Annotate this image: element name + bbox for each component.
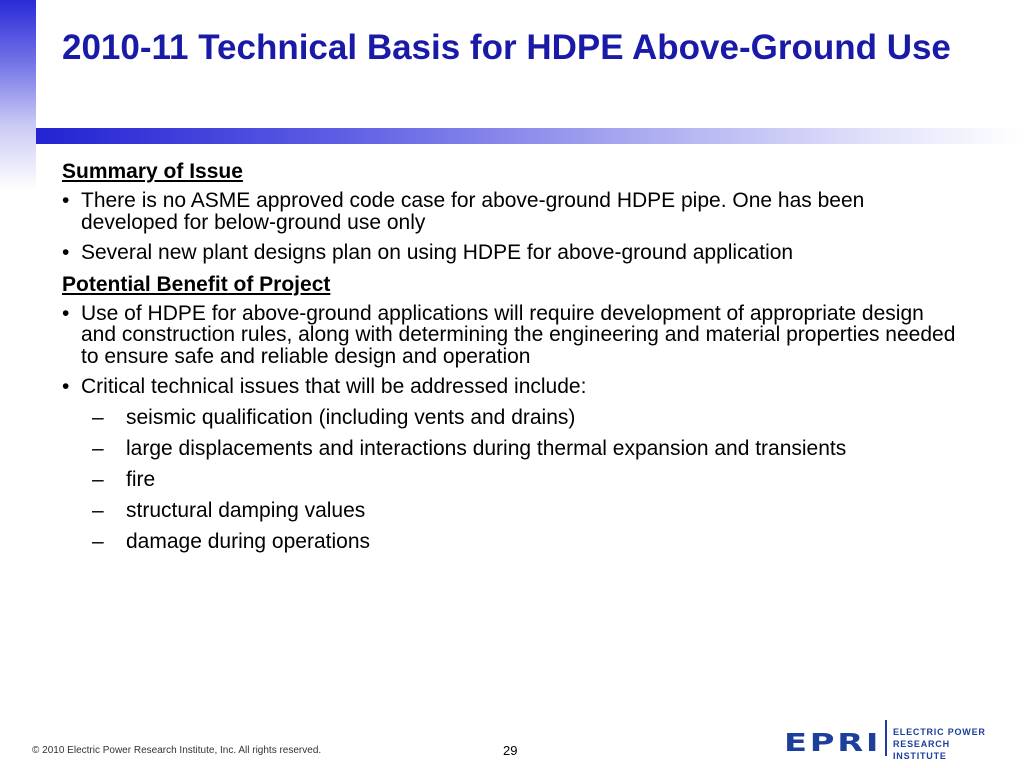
- bullet-item: [62, 190, 962, 233]
- sub-bullet-text: damage during operations: [126, 529, 371, 553]
- sub-bullet-item: [62, 438, 962, 460]
- sub-bullet-text: structural damping values: [126, 498, 366, 522]
- sub-bullet-marker: –: [92, 529, 104, 553]
- page-title: 2010-11 Technical Basis for HDPE Above-Ground Use: [62, 28, 951, 67]
- bullet-marker: •: [62, 375, 70, 398]
- bullet-text: Several new plant designs plan on using HDPE for above-ground application: [81, 241, 794, 264]
- logo-text: [893, 726, 1004, 762]
- sub-bullet-marker: –: [92, 467, 104, 491]
- bullet-text: Use of HDPE for above-ground applications will require development of appropriate design and construction rules, along with determining the engineering and material properties needed to ensure safe and reliable design and operation: [81, 301, 956, 368]
- logo-line-2: RESEARCH INSTITUTE: [893, 739, 950, 761]
- sub-bullet-item: [62, 500, 962, 522]
- bullet-item: [62, 242, 962, 264]
- bullet-marker: •: [62, 189, 70, 212]
- logo-divider: [885, 720, 887, 756]
- sub-bullet-item: [62, 531, 962, 553]
- slide-body: [62, 160, 962, 562]
- side-accent-band: [0, 0, 36, 190]
- bullet-marker: •: [62, 241, 70, 264]
- sub-bullet-text: fire: [126, 467, 156, 491]
- epri-logo: [784, 720, 1004, 761]
- sub-bullet-text: large displacements and interactions during thermal expansion and transients: [126, 436, 847, 460]
- sub-bullet-marker: –: [92, 498, 104, 522]
- bullet-marker: •: [62, 301, 70, 325]
- section-heading-benefit: Potential Benefit of Project: [62, 272, 331, 296]
- title-underline-bar: [36, 128, 1024, 144]
- copyright-notice: © 2010 Electric Power Research Institute, Inc. All rights reserved.: [32, 745, 322, 756]
- bullet-item: [62, 303, 962, 368]
- section-heading-summary: Summary of Issue: [62, 160, 243, 183]
- bullet-text: There is no ASME approved code case for above-ground HDPE pipe. One has been developed for below-ground use only: [81, 189, 865, 234]
- sub-bullet-marker: –: [92, 405, 104, 429]
- bullet-item: [62, 376, 962, 398]
- sub-bullet-marker: –: [92, 436, 104, 460]
- logo-line-1: ELECTRIC POWER: [893, 727, 986, 737]
- sub-bullet-text: seismic qualification (including vents and drains): [126, 405, 576, 429]
- sub-bullet-item: [62, 407, 962, 429]
- logo-wordmark: EPRI: [784, 728, 882, 757]
- bullet-text: Critical technical issues that will be addressed include:: [81, 375, 587, 398]
- page-number: 29: [503, 743, 518, 758]
- sub-bullet-item: [62, 469, 962, 491]
